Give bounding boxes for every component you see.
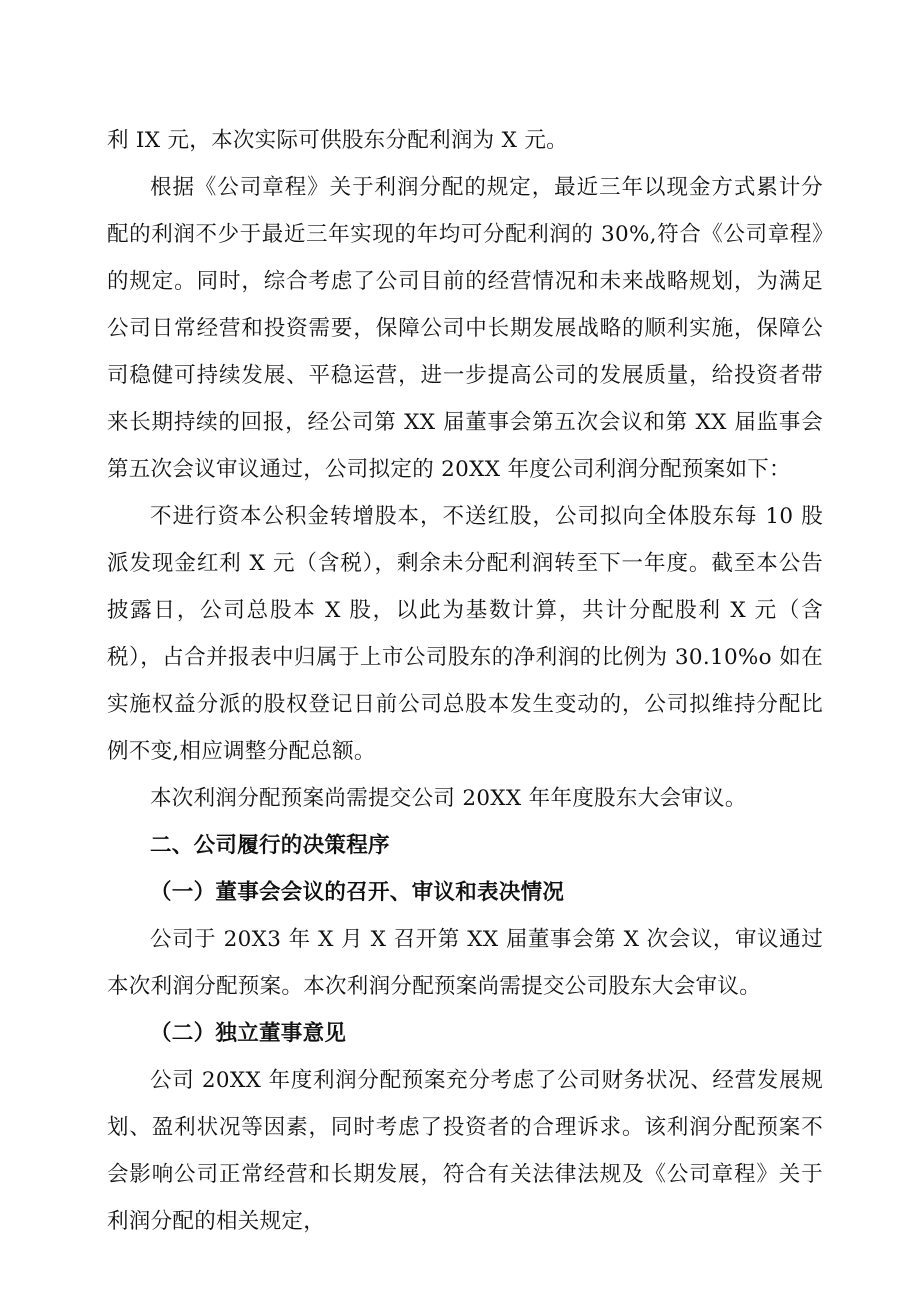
subsection-heading-board-meeting: （一）董事会会议的召开、审议和表决情况 <box>150 880 565 905</box>
subsection-heading-independent-directors: （二）独立董事意见 <box>150 1021 347 1046</box>
paragraph-independent-directors: 公司 20XX 年度利润分配预案充分考虑了公司财务状况、经营发展规划、盈利状况等因素，同时考虑了投资者的合理诉求。该利润分配预案不会影响公司正常经营和长期发展，符合有关法律法规及《公司章程》关于利润分配的相关规定， <box>107 1068 823 1234</box>
paragraph-shareholder-approval: 本次利润分配预案尚需提交公司 20XX 年年度股东大会审议。 <box>150 786 747 811</box>
paragraph-profit-policy: 根据《公司章程》关于利润分配的规定，最近三年以现金方式累计分配的利润不少于最近三年实现的年均可分配利润的 30%,符合《公司章程》的规定。同时，综合考虑了公司目前的经营情况和未来战略规划，为满足公司日常经营和投资需要，保障公司中长期发展战略的顺利实施，保障公司稳健可持续发展、平稳运营，进一步提高公司的发展质量，给投资者带来长期持续的回报，经公司第 XX 届董事会第五次会议和第 XX 届监事会第五次会议审议通过，公司拟定的 20XX 年度公司利润分配预案如下： <box>107 175 823 482</box>
paragraph-distribution-plan: 不进行资本公积金转增股本，不送红股，公司拟向全体股东每 10 股派发现金红利 X 元（含税），剩余未分配利润转至下一年度。截至本公告披露日，公司总股本 X 股，以此为基数计算，共计分配股利 X 元（含税），占合并报表中归属于上市公司股东的净利润的比例为 30.10%o 如在实施权益分派的股权登记日前公司总股本发生变动的，公司拟维持分配比例不变,相应调整分配总额。 <box>107 504 823 764</box>
document-body <box>107 117 823 1245</box>
paragraph-continuation: 利 IX 元，本次实际可供股东分配利润为 X 元。 <box>107 128 568 153</box>
section-heading-decision-procedure: 二、公司履行的决策程序 <box>150 833 390 858</box>
paragraph-board-meeting: 公司于 20X3 年 X 月 X 召开第 XX 届董事会第 X 次会议，审议通过本次利润分配预案。本次利润分配预案尚需提交公司股东大会审议。 <box>107 927 823 999</box>
